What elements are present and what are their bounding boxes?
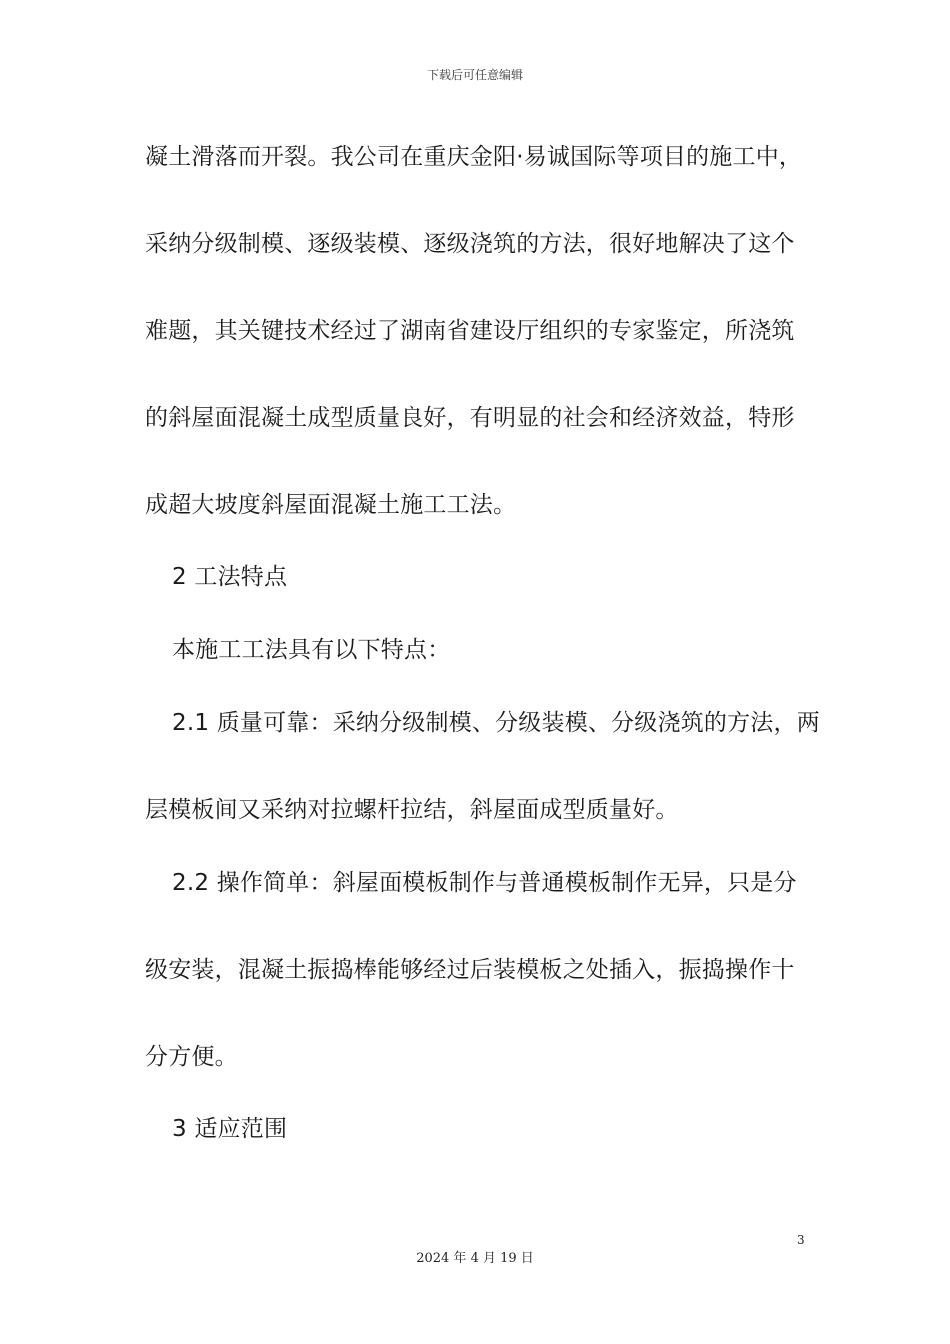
section-heading: 2 工法特点 xyxy=(172,564,288,590)
paragraph-line: 成超大坡度斜屋面混凝土施工工法。 xyxy=(145,492,517,518)
paragraph-line: 层模板间又采纳对拉螺杆拉结，斜屋面成型质量好。 xyxy=(145,797,679,823)
paragraph-line: 难题，其关键技术经过了湖南省建设厅组织的专家鉴定，所浇筑 xyxy=(145,318,795,344)
paragraph-line: 2.1 质量可靠：采纳分级制模、分级装模、分级浇筑的方法，两 xyxy=(172,710,820,736)
footer-date: 2024 年 4 月 19 日 xyxy=(416,1251,534,1266)
paragraph-line: 本施工工法具有以下特点： xyxy=(172,637,451,663)
paragraph-line: 凝土滑落而开裂。我公司在重庆金阳·易诚国际等项目的施工中， xyxy=(145,144,803,170)
paragraph-line: 分方便。 xyxy=(145,1044,238,1070)
section-heading: 3 适应范围 xyxy=(172,1116,288,1142)
paragraph-line: 采纳分级制模、逐级装模、逐级浇筑的方法，很好地解决了这个 xyxy=(145,231,795,257)
page-number: 3 xyxy=(797,1233,805,1247)
paragraph-line: 的斜屋面混凝土成型质量良好，有明显的社会和经济效益，特形 xyxy=(145,405,795,431)
paragraph-line: 2.2 操作简单：斜屋面模板制作与普通模板制作无异，只是分 xyxy=(172,870,797,896)
paragraph-line: 级安装，混凝土振捣棒能够经过后装模板之处插入，振捣操作十 xyxy=(145,957,795,983)
page-header: 下载后可任意编辑 xyxy=(426,68,523,82)
